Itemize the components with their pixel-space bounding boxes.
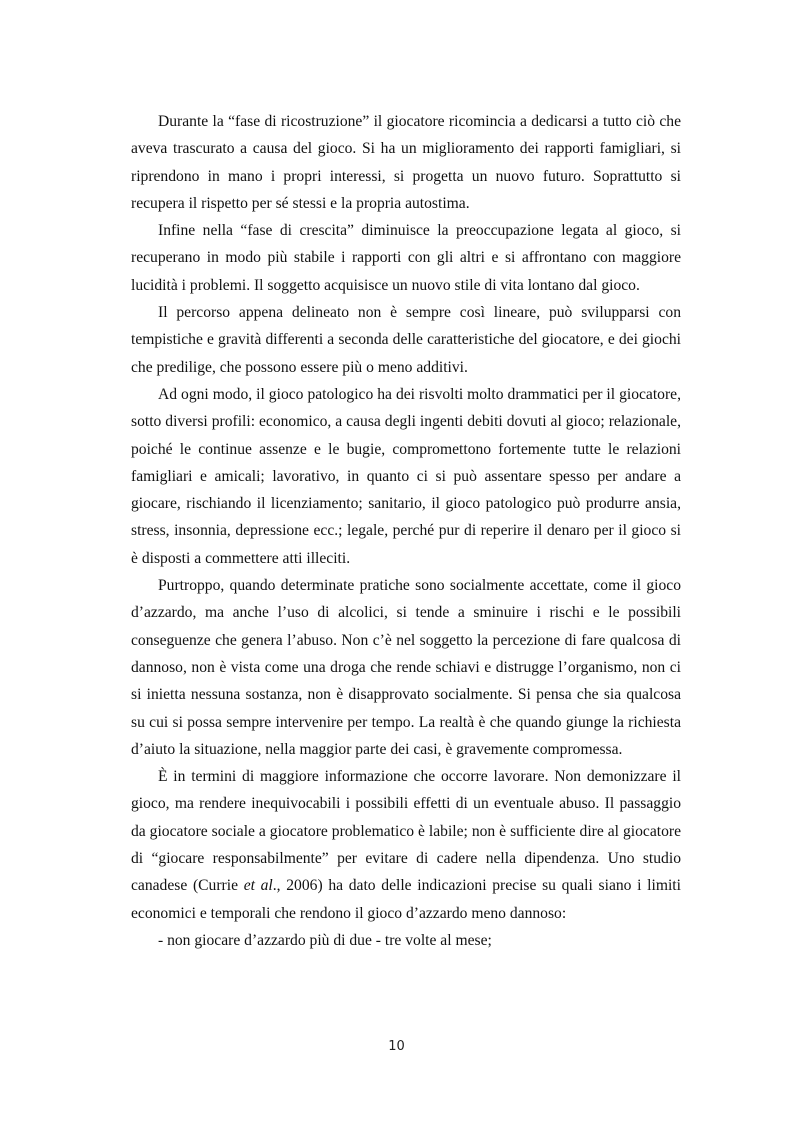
paragraph-social-acceptance: Purtroppo, quando determinate pratiche sono socialmente accettate, come il gioco d’azzardo, ma anche l’uso di alcolici, si tende a sminuire i rischi e le possibili conseguenze che genera l’abuso. Non c’è nel soggetto la percezione di fare qualcosa di dannoso, non è vista come una droga che rende schiavi e distrugge l’organismo, non ci si inietta nessuna sostanza, non è disapprovato socialmente. Si pensa che sia qualcosa su cui si possa sempre intervenire per tempo. La realtà è che quando giunge la richiesta d’aiuto la situazione, nella maggior parte dei casi, è gravemente compromessa. (131, 577, 681, 758)
paragraph-information (131, 763, 681, 927)
paragraph-path-nonlinear: Il percorso appena delineato non è sempre così lineare, può svilupparsi con tempistiche e gravità differenti a seconda delle caratteristiche del giocatore, e dei giochi che predilige, che possono essere più o meno additivi. (131, 304, 681, 376)
citation-et-al: et al (243, 877, 273, 895)
paragraph-information-part2: ., 2006) ha dato delle indicazioni precise su quali siano i limiti economici e temporali che rendono il gioco d’azzardo meno dannoso: (131, 877, 681, 922)
paragraph-pathological-consequences: Ad ogni modo, il gioco patologico ha dei risvolti molto drammatici per il giocatore, sotto diversi profili: economico, a causa degli ingenti debiti dovuti al gioco; relazionale, poiché le continue assenze e le bugie, compromettono fortemente tutte le relazioni famigliari e amicali; lavorativo, in quanto ci si può assentare spesso per andare a giocare, rischiando il licenziamento; sanitario, il gioco patologico può produrre ansia, stress, insonnia, depressione ecc.; legale, perché pur di reperire il denaro per il gioco si è disposti a commettere atti illeciti. (131, 385, 681, 567)
list-item: - non giocare d’azzardo più di due - tre volte al mese; (158, 931, 492, 949)
page-number: 10 (388, 1039, 405, 1054)
paragraph-reconstruction-phase: Durante la “fase di ricostruzione” il giocatore ricomincia a dedicarsi a tutto ciò che aveva trascurato a causa del gioco. Si ha un miglioramento dei rapporti famigliari, si riprendono in mano i propri interessi, si progetta un nuovo futuro. Soprattutto si recupera il rispetto per sé stessi e la propria autostima. (131, 113, 681, 212)
paragraph-growth-phase: Infine nella “fase di crescita” diminuisce la preoccupazione legata al gioco, si recuperano in modo più stabile i rapporti con gli altri e si affrontano con maggiore lucidità i problemi. Il soggetto acquisisce un nuovo stile di vita lontano dal gioco. (131, 222, 681, 294)
body-text (131, 108, 681, 954)
paragraph-information-part1: È in termini di maggiore informazione che occorre lavorare. Non demonizzare il gioco, ma rendere inequivocabili i possibili effetti di un eventuale abuso. Il passaggio da giocatore sociale a giocatore problematico è labile; non è sufficiente dire al giocatore di “giocare responsabilmente” per evitare di cadere nella dipendenza. Uno studio canadese (Currie (131, 768, 681, 895)
